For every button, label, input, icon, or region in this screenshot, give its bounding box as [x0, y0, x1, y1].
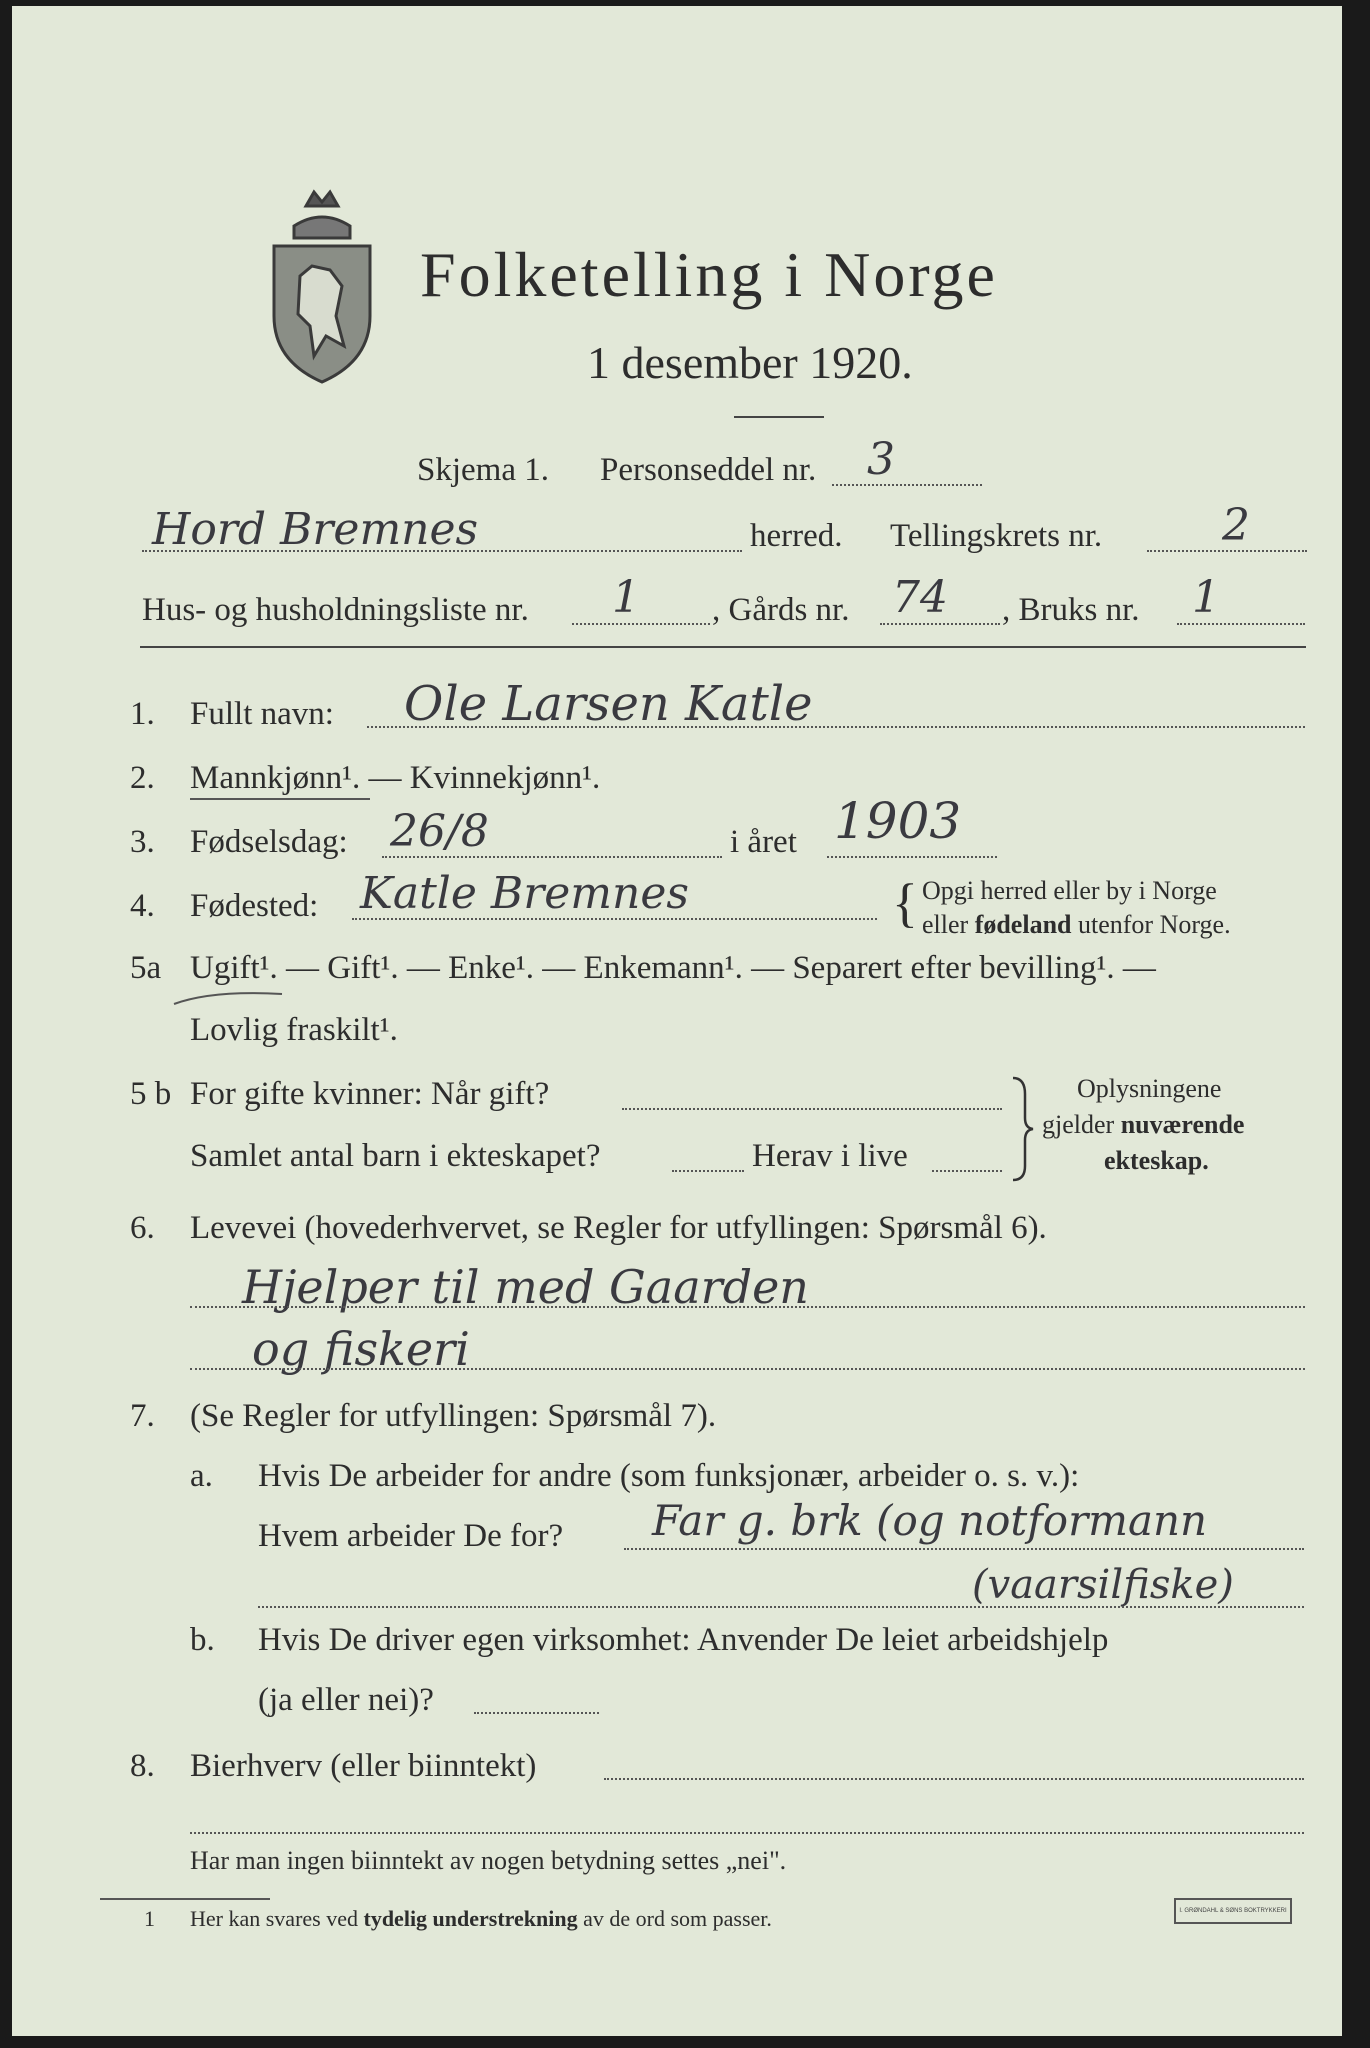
q1-label: Fullt navn:	[190, 696, 334, 732]
q5a-underline-ugift	[172, 984, 292, 1008]
q4-label: Fødested:	[190, 888, 319, 924]
husholdning-value: 1	[612, 572, 640, 623]
q5b-married-women-label: For gifte kvinner: Når gift?	[190, 1076, 550, 1112]
q5b-children-label: Samlet antal barn i ekteskapet?	[190, 1138, 601, 1174]
q4-note-line1: Opgi herred eller by i Norge	[922, 876, 1217, 905]
tellingskrets-line	[1147, 550, 1307, 552]
q3-line	[382, 856, 722, 858]
q4-birthplace-value: Katle Bremnes	[360, 868, 689, 919]
personseddel-line	[832, 484, 982, 486]
q3-year-value: 1903	[834, 792, 962, 850]
q7a-line2: Hvem arbeider De for?	[258, 1518, 564, 1554]
personseddel-value: 3	[867, 434, 895, 485]
q5b-alive-label: Herav i live	[752, 1138, 908, 1174]
skjema-label: Skjema 1.	[417, 452, 549, 488]
q6-line-2	[190, 1368, 1305, 1370]
q7b-line1: Hvis De driver egen virksomhet: Anvender De leiet arbeidshjelp	[258, 1622, 1109, 1658]
bruks-line	[1177, 623, 1305, 625]
q6-occupation-value-1: Hjelper til med Gaarden	[242, 1260, 809, 1314]
herred-value: Hord Bremnes	[152, 504, 479, 555]
q5a-status-options: Ugift¹. — Gift¹. — Enke¹. — Enkemann¹. — Separert efter bevilling¹. —	[190, 950, 1156, 986]
q6-number: 6.	[130, 1210, 155, 1246]
q5a-number: 5a	[130, 950, 162, 986]
personseddel-label: Personseddel nr.	[600, 452, 817, 488]
herred-line	[142, 550, 742, 552]
q8-line-2	[190, 1832, 1304, 1834]
q5b-note-line3: ekteskap.	[1104, 1146, 1209, 1175]
q7b-letter: b.	[190, 1622, 215, 1658]
q7a-employer-value-1: Far g. brk (og notformann	[652, 1496, 1208, 1545]
bruks-value: 1	[1192, 572, 1220, 623]
q6-line-1	[190, 1306, 1305, 1308]
husholdning-label: Hus- og husholdningsliste nr.	[142, 592, 529, 628]
q7b-line	[474, 1712, 599, 1714]
q8-label: Bierhverv (eller biinntekt)	[190, 1748, 537, 1784]
q7a-letter: a.	[190, 1458, 213, 1494]
q1-name-value: Ole Larsen Katle	[404, 676, 813, 732]
q8-number: 8.	[130, 1748, 155, 1784]
q5b-when-married-line	[622, 1108, 1002, 1110]
q7a-line-1	[624, 1548, 1304, 1550]
bruks-label: , Bruks nr.	[1002, 592, 1140, 628]
footnote-number: 1	[144, 1906, 155, 1931]
q7a-line-2	[258, 1606, 1304, 1608]
q5b-note-line1: Oplysningene	[1077, 1074, 1222, 1103]
q7-number: 7.	[130, 1398, 155, 1434]
q5a-status-line2: Lovlig fraskilt¹.	[190, 1012, 398, 1048]
q2-number: 2.	[130, 760, 155, 796]
q2-underline-mannkjonn	[190, 798, 370, 800]
q1-line	[367, 726, 1305, 728]
q6-label: Levevei (hovederhvervet, se Regler for utfyllingen: Spørsmål 6).	[190, 1210, 1047, 1246]
q5b-note-line2: gjelder nuværende	[1042, 1110, 1245, 1139]
q7b-line2: (ja eller nei)?	[258, 1682, 434, 1718]
q2-gender-options: Mannkjønn¹. — Kvinnekjønn¹.	[190, 760, 601, 796]
q4-brace: {	[892, 873, 918, 933]
q5b-number: 5 b	[130, 1076, 172, 1112]
q3-year-label: i året	[730, 824, 797, 860]
herred-label: herred.	[750, 518, 843, 554]
q8-line-1	[604, 1778, 1304, 1780]
tellingskrets-label: Tellingskrets nr.	[890, 518, 1103, 554]
gards-line	[880, 623, 1000, 625]
title-divider	[734, 416, 824, 418]
q4-number: 4.	[130, 888, 155, 924]
q8-note: Har man ingen biinntekt av nogen betydning settes „nei".	[190, 1846, 787, 1875]
husholdning-line	[572, 623, 710, 625]
q3-label: Fødselsdag:	[190, 824, 348, 860]
q6-occupation-value-2: og fiskeri	[252, 1322, 470, 1376]
census-date: 1 desember 1920.	[587, 337, 913, 388]
q5b-alive-line	[932, 1170, 1002, 1172]
tellingskrets-value: 2	[1222, 500, 1250, 551]
q4-note-line2: eller fødeland utenfor Norge.	[922, 910, 1231, 939]
gards-label: , Gårds nr.	[712, 592, 850, 628]
footnote-text: Her kan svares ved tydelig understrekning av de ord som passer.	[190, 1906, 772, 1931]
printer-stamp: I. GRØNDAHL & SØNS BOKTRYKKERI	[1174, 1898, 1292, 1924]
q4-line	[352, 918, 877, 920]
norway-coat-of-arms-icon	[260, 186, 384, 386]
census-form-sheet	[12, 6, 1342, 2036]
q1-number: 1.	[130, 696, 155, 732]
q7a-line1: Hvis De arbeider for andre (som funksjonær, arbeider o. s. v.):	[258, 1458, 1080, 1494]
q5b-children-line	[672, 1170, 744, 1172]
q7a-employer-value-2: (vaarsilfiske)	[972, 1562, 1234, 1608]
footnote-divider	[100, 1898, 270, 1900]
q3-number: 3.	[130, 824, 155, 860]
header-divider	[140, 646, 1306, 648]
q5b-brace	[1007, 1074, 1037, 1184]
form-title: Folketelling i Norge	[420, 239, 998, 310]
gards-value: 74	[892, 572, 948, 623]
q7-label: (Se Regler for utfyllingen: Spørsmål 7).	[190, 1398, 717, 1434]
q3-birthday-value: 26/8	[390, 806, 489, 857]
q3-year-line	[827, 856, 997, 858]
